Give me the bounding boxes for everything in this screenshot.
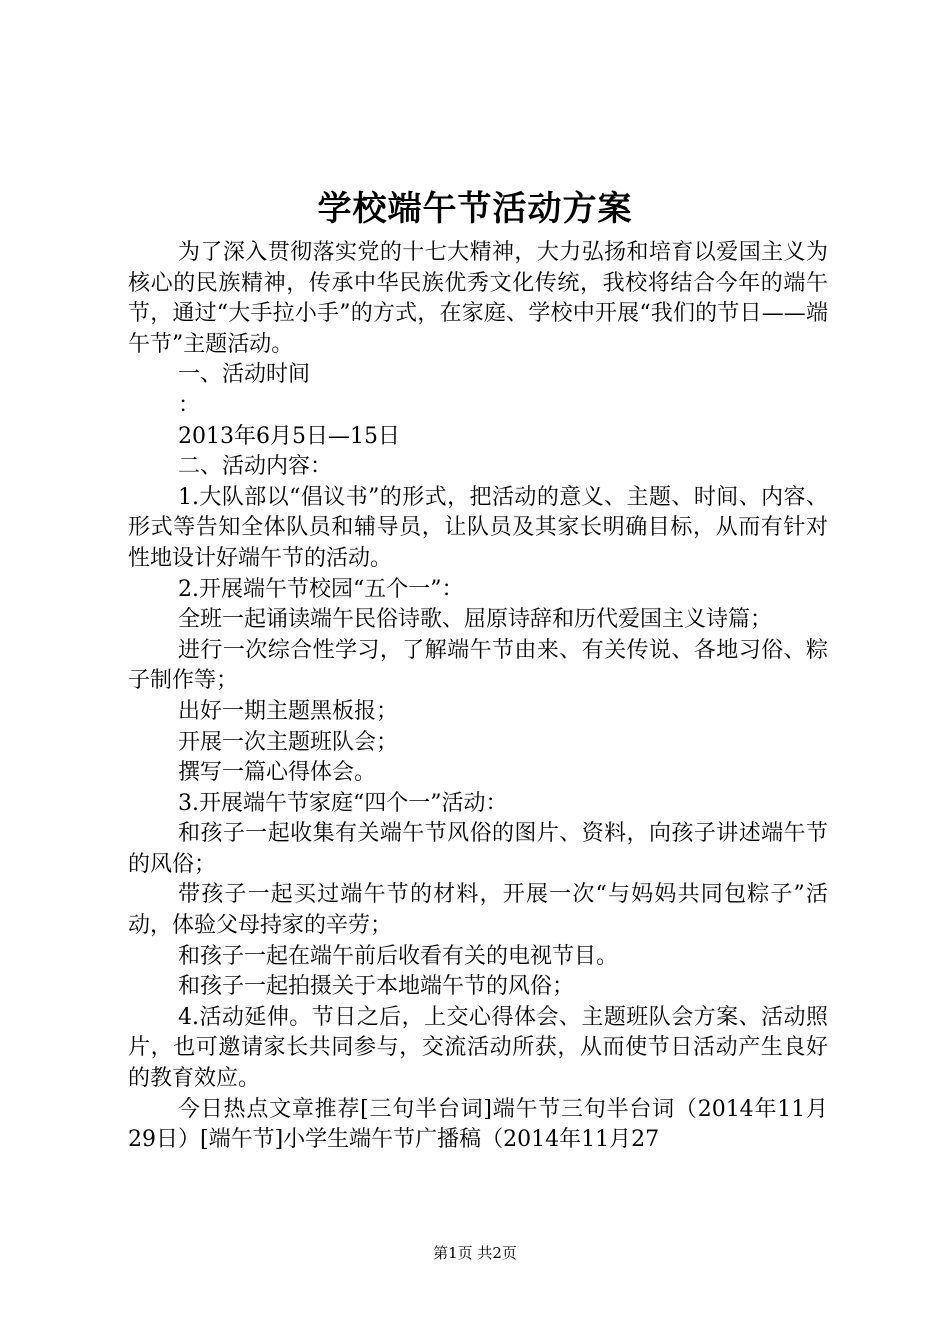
paragraph-item-2a: 全班一起诵读端午民俗诗歌、屈原诗辞和历代爱国主义诗篇； xyxy=(178,607,773,633)
paragraph-recommended: 今日热点文章推荐[三句半台词]端午节三句半台词（2014年11月29日）[端午节]小学生端午节广播稿（2014年11月27 xyxy=(128,1096,828,1153)
heading-activity-content: 二、活动内容： xyxy=(178,454,333,480)
paragraph-date: 2013年6月5日—15日 xyxy=(178,423,400,449)
paragraph-item-2e: 撰写一篇心得体会。 xyxy=(178,760,377,786)
paragraph-item-1: 1.大队部以“倡议书”的形式，把活动的意义、主题、时间、内容、形式等告知全体队员和辅导员，让队员及其家长明确目标，从而有针对性地设计好端午节的活动。 xyxy=(128,484,828,571)
heading-activity-time: 一、活动时间 xyxy=(178,362,311,388)
paragraph-item-3a: 和孩子一起收集有关端午节风俗的图片、资料，向孩子讲述端午节的风俗； xyxy=(128,821,828,877)
paragraph-item-3c: 和孩子一起在端午前后收看有关的电视节目。 xyxy=(178,943,619,969)
document-title: 学校端午节活动方案 xyxy=(317,189,633,229)
document-body xyxy=(128,238,828,1156)
paragraph-intro: 为了深入贯彻落实党的十七大精神，大力弘扬和培育以爱国主义为核心的民族精神，传承中华民族优秀文化传统，我校将结合今年的端午节，通过“大手拉小手”的方式，在家庭、学校中开展“我们的节日——端午节”主题活动。 xyxy=(128,240,828,357)
paragraph-item-2b: 进行一次综合性学习，了解端午节由来、有关传说、各地习俗、粽子制作等； xyxy=(128,637,828,694)
paragraph-item-2c: 出好一期主题黑板报； xyxy=(178,698,399,724)
paragraph-item-3: 3.开展端午节家庭“四个一”活动： xyxy=(178,790,508,816)
paragraph-item-2: 2.开展端午节校园“五个一”： xyxy=(178,576,464,602)
page-footer: 第1页 共2页 xyxy=(433,1244,517,1262)
paragraph-item-4: 4.活动延伸。节日之后，上交心得体会、主题班队会方案、活动照片，也可邀请家长共同参与，交流活动所获，从而使节日活动产生良好的教育效应。 xyxy=(128,1004,828,1092)
paragraph-colon: ： xyxy=(178,392,201,418)
paragraph-item-3d: 和孩子一起拍摄关于本地端午节的风俗； xyxy=(178,974,575,1000)
paragraph-item-3b: 带孩子一起买过端午节的材料，开展一次“与妈妈共同包粽子”活动，体验父母持家的辛劳； xyxy=(128,882,828,939)
paragraph-item-2d: 开展一次主题班队会； xyxy=(178,729,399,755)
